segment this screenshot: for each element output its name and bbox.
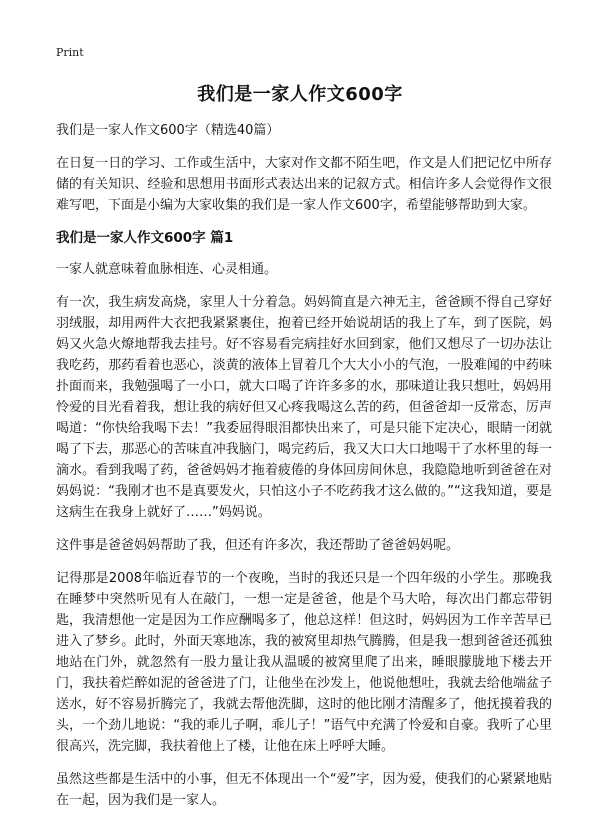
paragraph-1: 一家人就意味着血脉相连、心灵相通。 <box>56 262 278 277</box>
page-title: 我们是一家人作文600字 <box>197 84 403 105</box>
paragraph-3: 这件事是爸爸妈妈帮助了我，但还有许多次，我还帮助了爸爸妈妈呢。 <box>56 538 460 553</box>
paragraph-5: 虽然这些都是生活中的小事，但无不体现出一个“爱”字，因为爱，使我们的心紧紧地贴在一起，因为我们是一家人。 <box>56 772 552 808</box>
intro-paragraph: 在日复一日的学习、工作或生活中，大家对作文都不陌生吧，作文是人们把记忆中所存储的有关知识、经验和思想用书面形式表达出来的记叙方式。相信许多人会觉得作文很难写吧，下面是小编为大家收集的我们是一家人作文600字，希望能够帮助到大家。 <box>56 156 552 213</box>
paragraph-2: 有一次，我生病发高烧，家里人十分着急。妈妈简直是六神无主，爸爸顾不得自己穿好羽绒服，却用两件大衣把我紧紧裹住，抱着已经开始说胡话的我上了车，到了医院，妈妈又火急火燎地帮我去挂号。好不容易看完病挂好水回到家，他们又想尽了一切办法让我吃药，那药看着也恶心，淡黄的液体上冒着几个大大小小的气泡，一股难闻的中药味扑面而来，我勉强喝了一小口，就大口喝了许许多多的水，那味道让我只想吐，妈妈用怜爱的目光看着我，想让我的病好但又心疼我喝这么苦的药，但爸爸却一反常态，厉声喝道：“你快给我喝下去！”我委屈得眼泪都快出来了，可是只能下定决心，眼睛一闭就喝了下去，那恶心的苦味直冲我脑门，喝完药后，我又大口大口地喝干了水杯里的每一滴水。看到我喝了药，爸爸妈妈才拖着疲倦的身体回房间休息，我隐隐地听到爸爸在对妈妈说：“我刚才也不是真要发火，只怕这小子不吃药我才这么做的。”“这我知道，要是这病生在我身上就好了……”妈妈说。 <box>56 295 552 520</box>
print-link[interactable]: Print <box>56 46 84 59</box>
paragraph-4: 记得那是2008年临近春节的一个夜晚，当时的我还只是一个四年级的小学生。那晚我在睡梦中突然听见有人在敲门，一想一定是爸爸，他是个马大哈，每次出门都忘带钥匙，我清想他一定是因为工作应酬喝多了，他总这样！但这时，妈妈因为工作辛苦早已进入了梦乡。此时，外面天寒地冻，我的被窝里却热气腾腾，但是我一想到爸爸还孤独地站在门外，就忽然有一股力量让我从温暖的被窝里爬了出来，睡眼朦胧地下楼去开门，我扶着烂醉如泥的爸爸进了门，让他坐在沙发上，他说他想吐，我就去给他端盆子送水，好不容易折腾完了，我就去帮他洗脚，这时的他比刚才清醒多了，他抚摸着我的头，一个劲儿地说：“我的乖儿子啊，乖儿子！”语气中充满了怜爱和自豪。我听了心里很高兴，洗完脚，我扶着他上了楼，让他在床上呼呼大睡。 <box>56 571 552 754</box>
article-subtitle: 我们是一家人作文600字（精选40篇） <box>56 123 280 138</box>
section-heading: 我们是一家人作文600字 篇1 <box>56 230 234 246</box>
article-body <box>56 120 552 823</box>
